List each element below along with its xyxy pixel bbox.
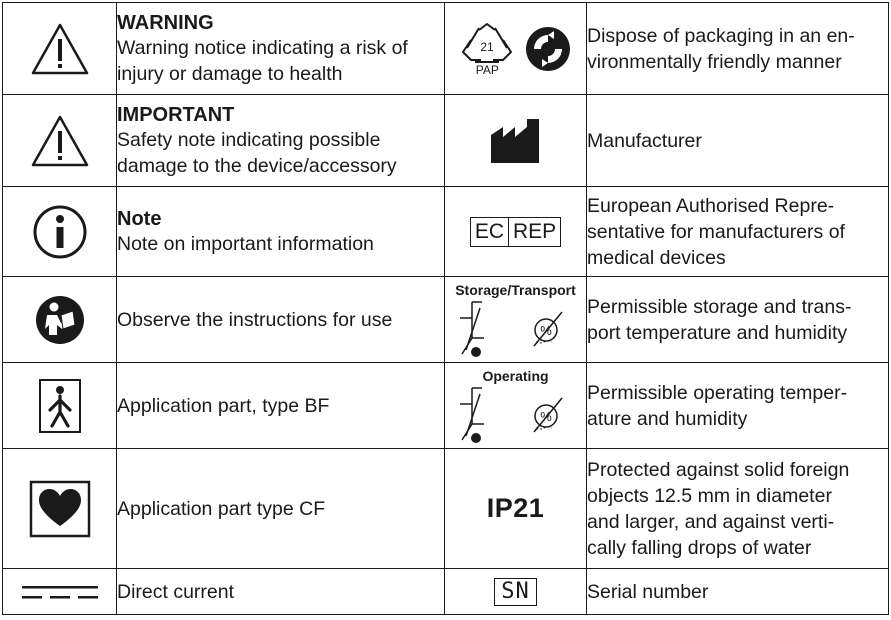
packaging-symbol-cell [445,3,587,95]
meaning-line: Manufacturer [587,129,702,152]
type-bf-description [117,363,445,449]
table-row [3,277,889,363]
meaning-line: Permissible operating temper- [587,381,848,404]
important-heading: IMPORTANT [117,103,235,126]
note-description [117,187,445,277]
meaning-line: objects 12.5 mm in diameter [587,484,832,507]
storage-temperature-humidity-icon [445,277,587,363]
table-row [3,569,889,615]
symbols-table [2,2,889,615]
recycling-caption: PAP [475,62,499,77]
warning-description [117,3,445,95]
ec-rep-icon [445,187,587,277]
rep-label: REP [508,218,560,246]
meaning-line: Serial number [587,580,709,603]
meaning-line: sentative for manufacturers of [587,220,845,243]
ec-label: EC [474,219,504,243]
humidity-glyph: % [539,322,552,338]
table-row [3,449,889,569]
storage-meaning [587,277,889,363]
direct-current-icon [3,569,117,615]
meaning-line: Dispose of packaging in an en- [587,24,855,47]
ip-code: IP21 [486,493,545,523]
meaning-line: ature and humidity [587,407,748,430]
warning-triangle-icon [3,3,117,95]
important-text-line: Safety note indicating possible [117,128,381,151]
meaning-line: and larger, and against verti- [587,510,835,533]
operating-temperature-humidity-icon [445,363,587,449]
table-row [3,95,889,187]
green-dot-icon [524,25,572,73]
type-cf-description [117,449,445,569]
ip21-meaning [587,449,889,569]
recycling-pap-21-icon [459,22,515,66]
meaning-line: medical devices [587,246,726,269]
meaning-line: Permissible storage and trans- [587,295,852,318]
table-row [3,3,889,95]
direct-current-description [117,569,445,615]
table-row [3,363,889,449]
warning-heading: WARNING [117,11,214,34]
note-text-line: Note on important information [117,232,374,255]
serial-number-code: SN [494,578,537,606]
instructions-text-line: Observe the instructions for use [117,308,393,331]
meaning-line: port temperature and humidity [587,321,848,344]
manufacturer-meaning [587,95,889,187]
direct-current-text-line: Direct current [117,580,235,603]
humidity-glyph: % [539,408,552,424]
type-bf-icon [3,363,117,449]
table-row [3,187,889,277]
important-text-line: damage to the device/accessory [117,154,397,177]
meaning-line: vironmentally friendly manner [587,50,842,73]
ip21-label [445,449,587,569]
meaning-line: European Authorised Repre- [587,194,835,217]
type-bf-text-line: Application part, type BF [117,394,330,417]
meaning-line: Protected against solid foreign [587,458,850,481]
note-heading: Note [117,207,162,230]
serial-number-icon [445,569,587,615]
type-cf-heart-icon [3,449,117,569]
operating-meaning [587,363,889,449]
manufacturer-factory-icon [445,95,587,187]
warning-text-line: Warning notice indicating a risk of [117,36,408,59]
recycling-code: 21 [480,39,494,54]
read-instructions-icon [3,277,117,363]
ec-rep-meaning [587,187,889,277]
storage-caption: Storage/Transport [455,281,576,298]
instructions-description [117,277,445,363]
warning-text-line: injury or damage to health [117,62,343,85]
type-cf-text-line: Application part type CF [117,497,326,520]
operating-caption: Operating [482,367,549,384]
important-description [117,95,445,187]
meaning-line: cally falling drops of water [587,536,812,559]
info-circle-icon [3,187,117,277]
serial-number-meaning [587,569,889,615]
important-triangle-icon [3,95,117,187]
packaging-meaning [587,3,889,95]
